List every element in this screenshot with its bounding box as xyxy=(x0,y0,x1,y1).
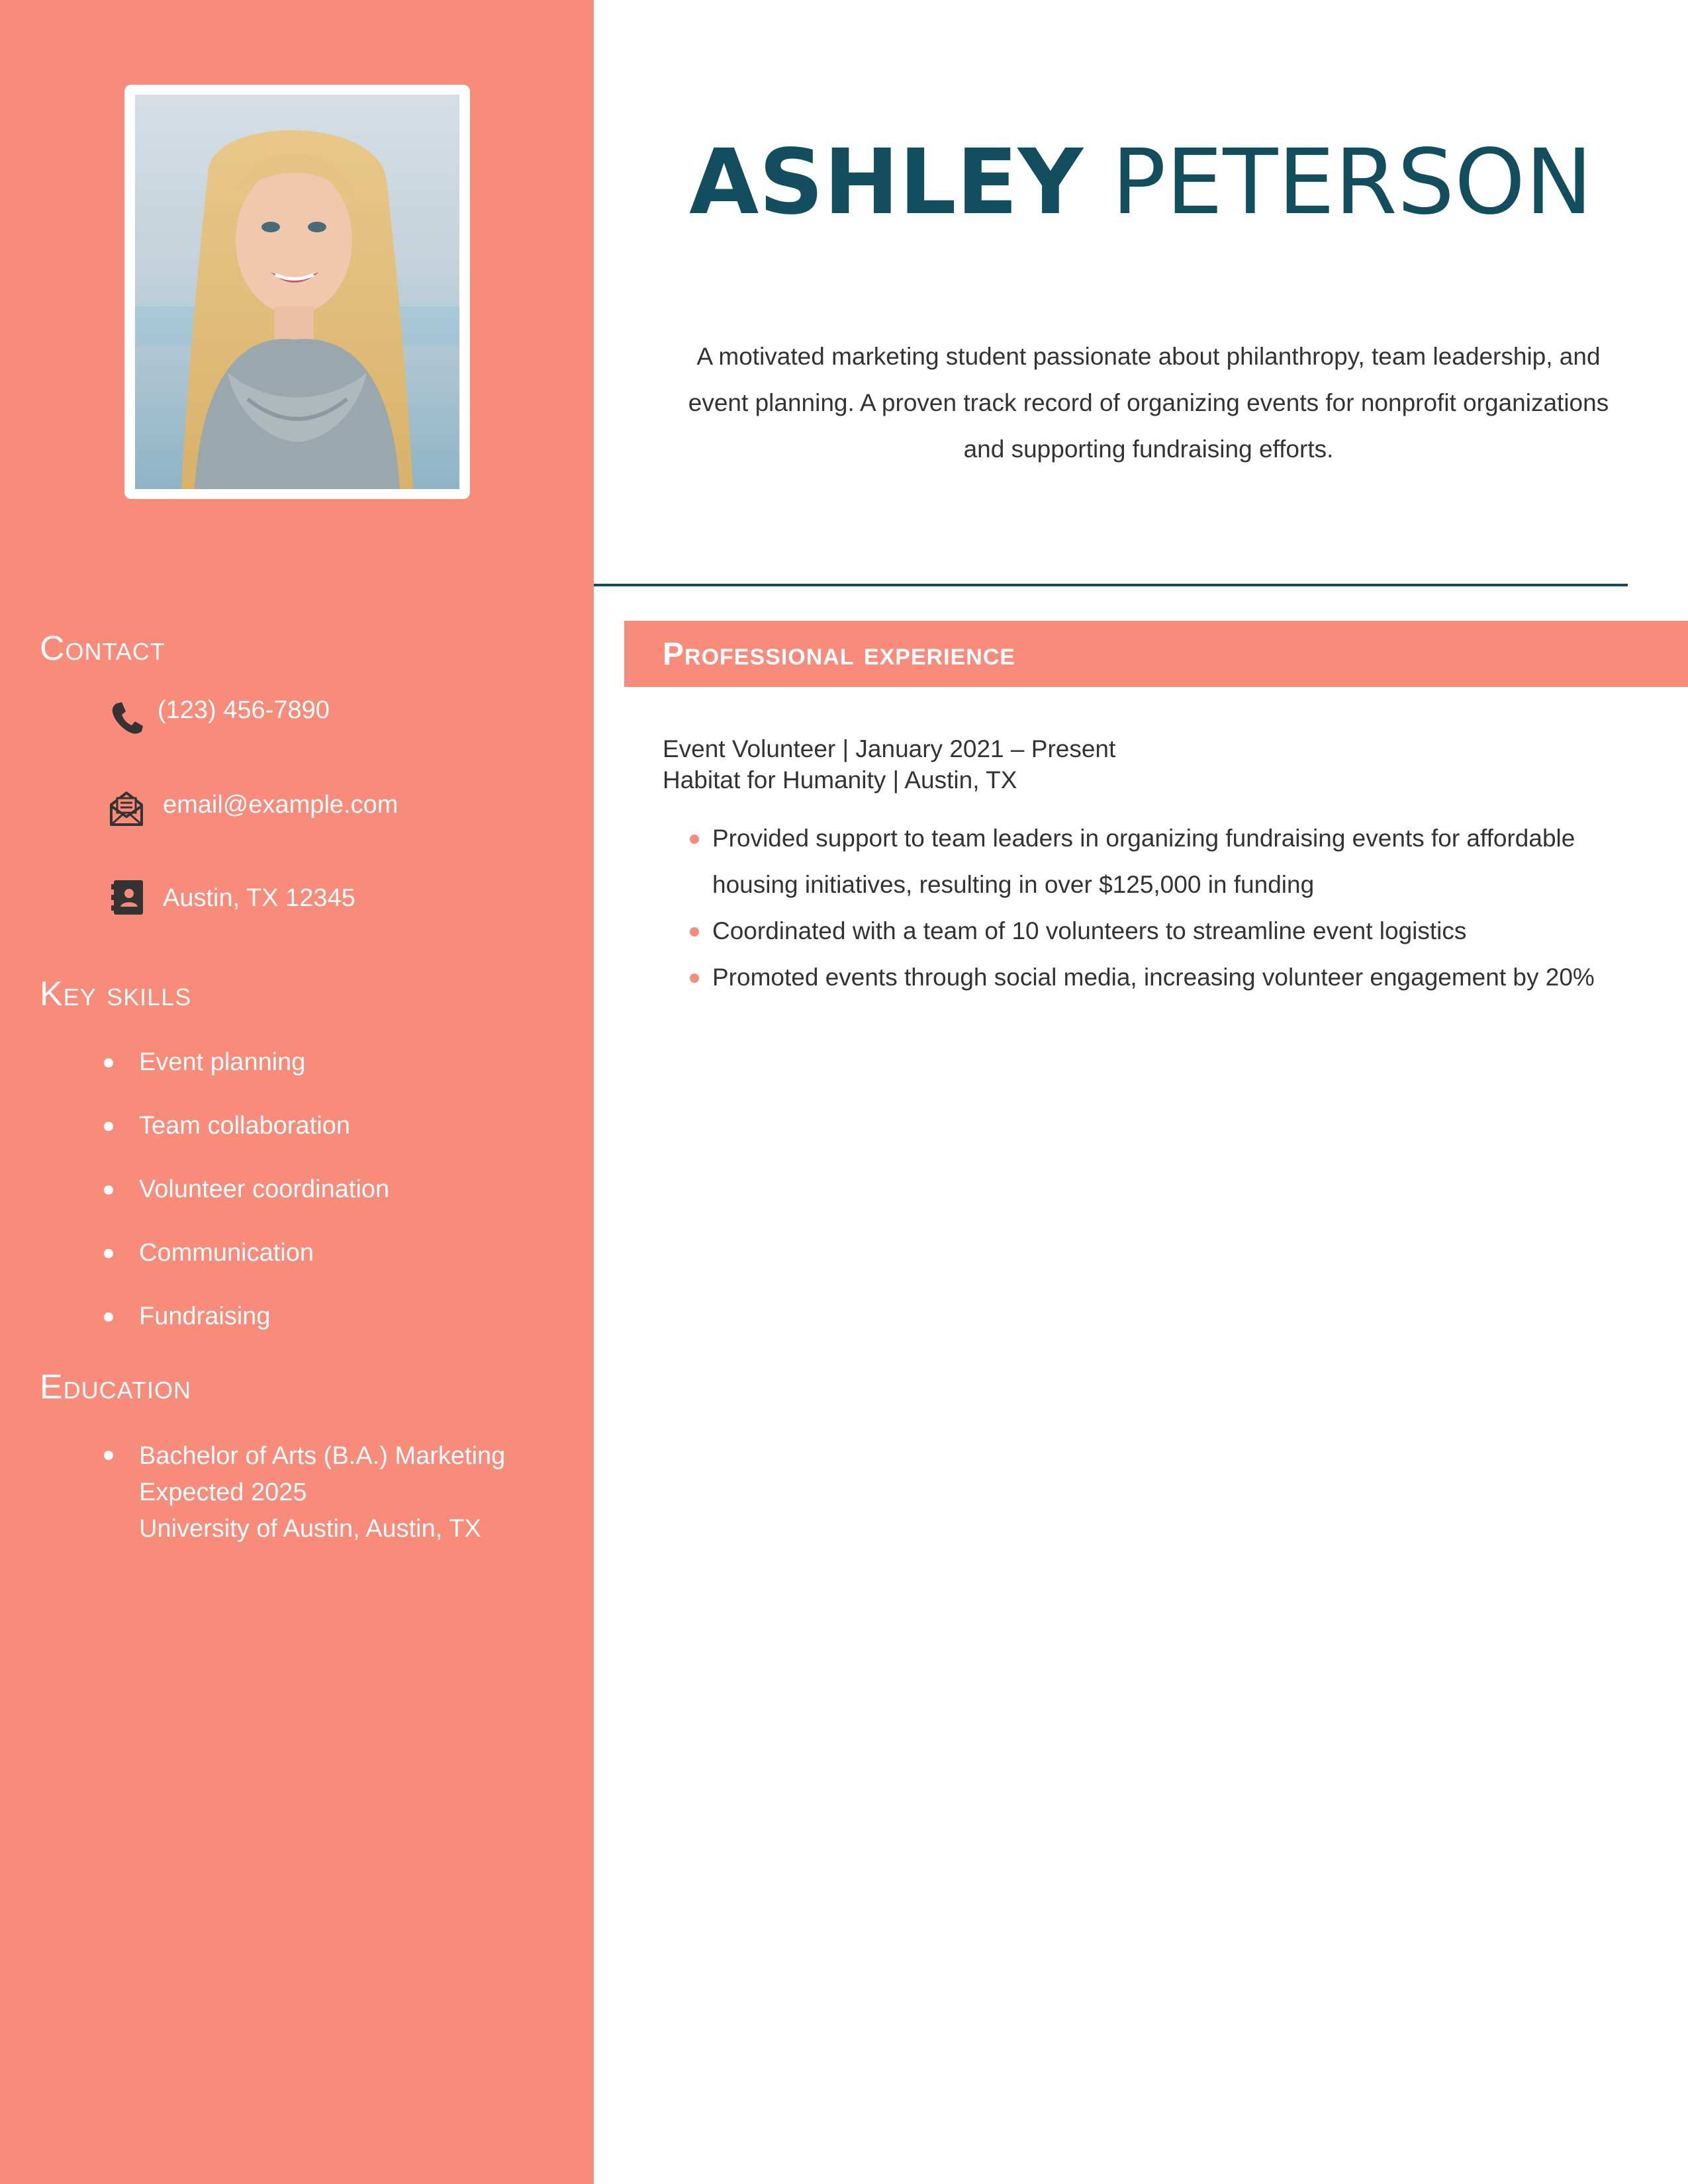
address-book-icon xyxy=(107,879,146,917)
skill-item: Event planning xyxy=(99,1046,389,1109)
education-list xyxy=(99,1438,505,1547)
portrait-photo xyxy=(135,95,459,489)
job-bullets xyxy=(663,815,1642,1001)
first-name: ASHLEY xyxy=(689,130,1084,235)
job-bullet: Provided support to team leaders in organizing fundraising events for affordable housing initiatives, resulting in over $125,000 in funding xyxy=(663,815,1642,908)
skill-item: Communication xyxy=(99,1236,389,1300)
contact-heading: Contact xyxy=(40,629,165,668)
portrait-illustration xyxy=(135,95,459,489)
contact-address: Austin, TX 12345 xyxy=(163,884,355,912)
education-heading: Education xyxy=(40,1368,192,1406)
experience-heading: Professional experience xyxy=(663,636,1016,672)
job-org-line: Habitat for Humanity | Austin, TX xyxy=(663,766,1017,794)
skill-item: Fundraising xyxy=(99,1300,389,1363)
contact-email-row xyxy=(107,789,398,827)
education-expected: Expected 2025 xyxy=(139,1479,307,1506)
phone-icon xyxy=(107,698,146,737)
experience-heading-bar xyxy=(624,621,1688,687)
sidebar xyxy=(0,0,594,2184)
skills-heading: Key skills xyxy=(40,975,192,1013)
job-bullet: Promoted events through social media, increasing volunteer engagement by 20% xyxy=(663,954,1642,1001)
contact-phone: (123) 456-7890 xyxy=(158,696,330,724)
last-name: PETERSON xyxy=(1111,130,1593,235)
skills-list xyxy=(99,1046,389,1363)
profile-summary: A motivated marketing student passionate about philanthropy, team leadership, and event planning. A proven track record of organizing events for nonprofit organizations and supporting fundraising efforts. xyxy=(688,343,1609,463)
candidate-name xyxy=(594,130,1688,236)
skill-item: Volunteer coordination xyxy=(99,1173,389,1236)
education-degree: Bachelor of Arts (B.A.) Marketing xyxy=(139,1442,506,1470)
job-entry xyxy=(663,733,1642,1001)
email-icon xyxy=(107,789,146,827)
contact-address-row xyxy=(107,879,355,917)
contact-phone-row xyxy=(107,698,330,737)
contact-email: email@example.com xyxy=(163,790,399,819)
job-title-line: Event Volunteer | January 2021 – Present xyxy=(663,735,1116,762)
skill-item: Team collaboration xyxy=(99,1109,389,1173)
photo-frame xyxy=(124,85,470,499)
job-bullet: Coordinated with a team of 10 volunteers to streamline event logistics xyxy=(663,908,1642,954)
header-divider xyxy=(594,584,1628,586)
education-item xyxy=(99,1438,505,1547)
education-school: University of Austin, Austin, TX xyxy=(139,1515,481,1543)
